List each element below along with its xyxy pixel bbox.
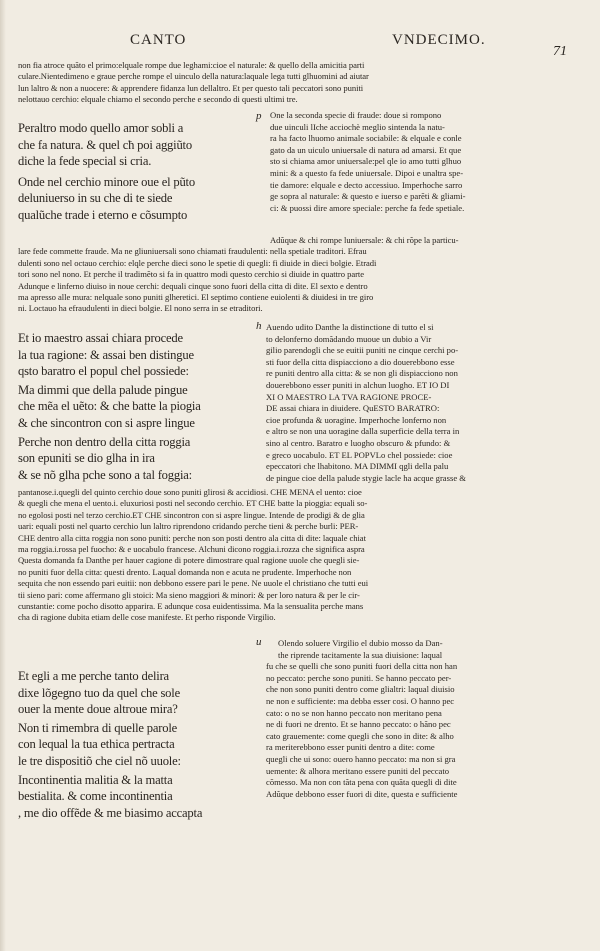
commentary-line: Adunque e linferno diuiso in noue cerchi: dequali cinque sono fuori della citta di dite. El sexto e dentro [18,280,368,291]
verse-block-3 [18,668,254,821]
commentary-line: quegli che ui sono: ouero hanno peccato: ma non si gra [266,753,456,764]
commentary-line: Adũque debbono esser fuori di dite, questa e sufficiente [266,788,458,799]
commentary-line: Questa domanda fa Danthe per hauer cagione di potere dimostrare qual ragione uuole che quegli sie- [18,555,360,566]
verse-block-2 [18,330,254,483]
commentary-line: ma apresso alle mura: nelquale sono puniti glheretici. El septimo contiene euiolenti & diuidesi in tre giro [18,292,374,303]
commentary-line: cato grauemente: come quegli che sono in dite: & alho [266,730,454,741]
commentary-line: gato da un uiculo uniuersale di natura ad amarsi. Et que [270,144,462,155]
commentary-line: gilio parendogli che se euitii puniti ne cinque cerchi po- [266,345,459,356]
verse-line: Ma dimmi que della palude pingue [18,382,188,397]
commentary-line: re puniti dentro alla citta: & se non gli dispiacciono non [266,368,458,379]
verse-line: qsto baratro el popul chel possiede: [18,364,189,379]
commentary-line: no puniti fuor della citta: questi drento. Laqual domanda non e acuta ne prudente. Imperhoche non [18,566,352,577]
folio-number: 71 [553,44,567,59]
verse-line: & se nõ glha pche sono a tal foggia: [18,467,192,482]
commentary-line: cha di ragione dubita etiam delle cose manifeste. Et perho risponde Virgilio. [18,612,276,623]
commentary-line: DE assai chiara in diuidere. QuESTO BARATRO: [266,403,440,414]
commentary-line: & quegli che mena el uento.i. eluxuriosi posti nel secondo cerchio. ET CHE batte la pioggia: equali so- [18,498,368,509]
verse-line: qualũche trade i eterno e cõsumpto [18,207,188,222]
commentary-line: e greco uocabulo. ET EL POPVLo chel possiede: cioe [266,449,453,460]
verse-line: diche la fede special si cria. [18,154,152,169]
verse-line: ouer la mente doue altroue mira? [18,702,178,717]
initial-letter: p [256,110,262,122]
commentary-line: dulenti sono nel octauo cerchio: elqle perche dieci sono le spetie di quegli: fi diuide in dieci bolgie. Etradi [18,257,377,268]
commentary-top [18,60,586,106]
running-head-title: VNDECIMO. [392,32,486,48]
commentary-line: nelottauo cerchio: elquale chiamo el secondo perche e secondo di questi ultimi tre. [18,94,298,105]
commentary-middle [18,235,588,315]
commentary-line: pantanose.i.quegli del quinto cerchio doue sono puniti glirosi & accidiosi. CHE MENA el uento: cioe [18,487,362,497]
verse-line: le tre dispositiõ che ciel nõ uuole: [18,753,181,768]
commentary-line: fu che se quelli che sono puniti fuori della citta non han [266,661,458,672]
commentary-block-2 [266,322,588,484]
commentary-line: to delonferno domãdando muoue un dubio a Vir [266,333,432,344]
verse-line: son epuniti se dio glha in ira [18,451,155,466]
commentary-line: ma roggia.i.rossa pel fuocho: & e uocabulo francese. Alchuni dicono roggia.i.rozza che significa aspra [18,544,365,555]
initial-letter: u [256,636,262,648]
commentary-line: ne di fuori ne drento. Et se hanno peccato: o hãno pec [266,719,451,730]
commentary-line: ra ha facto lhuomo animale sociabile: & elquale e conle [270,133,462,144]
commentary-line: lun laltro & non a nuocere: & apprendere fidanza lun dellaltro. Et per questo tali peccatori sono puniti [18,82,364,93]
commentary-line: sequita che non essendo pari euitii: non debbono essere pari le pene. Ne uuole el christiano che tutti eui [18,578,369,589]
commentary-line: epeccatori che lhabitono. MA DIMMI qgli della palu [266,461,449,472]
commentary-line: ge sopra al naturale: & questo e iuerso e parẽti & gliami- [270,191,466,202]
commentary-line: due uinculi lIche acciochè meglio sintenda la natu- [270,121,445,132]
verse-block-1 [18,120,246,224]
commentary-line: ni. Loctauo ha efraudulenti in dieci bolgie. El nono serra in se etraditori. [18,303,263,314]
commentary-line: cõmesso. Ma non con tãta pena con quãta quegli di dite [266,777,457,788]
verse-line: Non ti rimembra di quelle parole [18,720,178,735]
commentary-line: non fia atroce quãto el primo:elquale rompe due leghami:cioe el naturale: & quello della amicitia parti [18,60,365,70]
running-head-canto: CANTO [130,32,187,48]
verse-line: che fa natura. & quel cħ poi aggiũto [18,137,192,152]
verse-line: Et egli a me perche tanto delira [18,669,169,683]
verse-line: & che sincontron con si aspre lingue [18,415,195,430]
commentary-line: cato: o no se non hanno peccato non meritano pena [266,707,442,718]
commentary-line: e altro se non una uoragine dalla superficie della terra in [266,426,460,437]
commentary-line: tie damore: elquale e decto accessiuo. Imperhoche sarro [270,179,463,190]
commentary-line: Adũque & chi rompe luniuersale: & chi rõpe la particu- [270,235,459,245]
commentary-line: XI O MAESTRO LA TVA RAGIONE PROCE- [266,391,432,402]
commentary-line: uemente: & alhora meritano essere puniti del peccato [266,765,450,776]
verse-line: con lequal la tua ethica pertracta [18,737,175,752]
commentary-line: tii sieno pari: come affermano gli stoici: Ma sieno maggiori & minori: & per loro natura & per le cir- [18,589,360,600]
page-edge [0,0,6,951]
commentary-line: sto si chiama amor uniuersale:pel qle io amo tutti glhuo [270,156,462,167]
commentary-line: One la seconda specie di fraude: doue si rompono [270,110,442,120]
verse-line: Onde nel cerchio minore oue el pũto [18,174,195,189]
commentary-line: CHE dentro alla citta roggia non sono puniti: perche non son posti dentro ala citta di dite: laquale chiat [18,532,366,543]
commentary-line: ra meriterebbono esser puniti dentro a dite: come [266,742,435,753]
commentary-line: mini: & a questo fa fede uniuersale. Dipoi e unaltra spe- [270,167,464,178]
commentary-line: douerebbono esser puniti in alchun luogho. ET IO DI [266,379,450,390]
commentary-line: no egolosi posti nel terzo cerchio.ET CHE sincontron con si aspre lingue. Intende de prodigi & de glia [18,509,365,520]
commentary-line: de pingue cioe della palude stygie lacle ha acque grasse & [266,472,466,483]
verse-line: la tua ragione: & assai ben distingue [18,347,194,362]
commentary-line: cunstantie: come pocho disotto apparira. E adunque cosa euidentissima. Ma la sensualita perche mans [18,601,364,612]
verse-line: Peraltro modo quello amor sobli a [18,121,184,135]
commentary-block-3 [266,638,588,800]
commentary-line: Olendo soluere Virgilio el dubio mosso da Dan- [278,638,443,648]
commentary-line: ne non e sufficiente: ma debba esser cosi. O hanno pec [266,695,455,706]
initial-letter: h [256,320,262,332]
commentary-block-1 [270,110,588,214]
verse-line: dixe lõgegno tuo da quel che sole [18,685,180,700]
commentary-lower [18,487,588,624]
commentary-line: lare fede commette fraude. Ma ne gliuniuersali sono chiamati fraudulenti: nella spetiale traditori. Efrau [18,246,367,257]
commentary-line: uari: equali posti nel quarto cerchio lun laltro riprendono cridando perche tieni & perche burli: PER- [18,521,359,532]
commentary-line: sino al centro. Baratro e luogho obscuro & pfundo: & [266,437,451,448]
commentary-line: culare.Nientedimeno e graue perche rompe el uinculo della natura:laquale lega tutti glhuomini ad aiutar [18,71,369,82]
commentary-line: sti fuor della citta dispiacciono a dio douerebbono esse [266,356,455,367]
commentary-line: ci: & puossi dire amore speciale: perche fa fede spetiale. [270,202,465,213]
verse-line: bestialita. & come incontinentia [18,789,173,804]
commentary-line: cioe profunda & uoragine. Imperhoche lonferno non [266,414,447,425]
commentary-line: tori sono nel nono. Et perche il tradimẽto si fa in quattro modi questo cerchio si diuide in quattro parte [18,269,365,280]
commentary-line: the riprende tacitamente la sua diuisione: laqual [278,649,443,660]
commentary-line: no peccato: perche sono puniti. Se hanno peccato per- [266,672,452,683]
verse-line: deluniuerso in su che di te siede [18,191,173,206]
verse-line: Et io maestro assai chiara procede [18,331,183,345]
verse-line: che mẽa el uẽto: & che batte la piogia [18,399,201,414]
verse-line: Perche non dentro della citta roggia [18,434,191,449]
verse-line: , me dio offẽde & me biasimo accapta [18,805,203,820]
commentary-line: Auendo udito Danthe la distinctione di tutto el si [266,322,434,332]
commentary-line: che non sono puniti dentro come glialtri: laqual diuisio [266,684,455,695]
verse-line: Incontinentia malitia & la matta [18,772,173,787]
